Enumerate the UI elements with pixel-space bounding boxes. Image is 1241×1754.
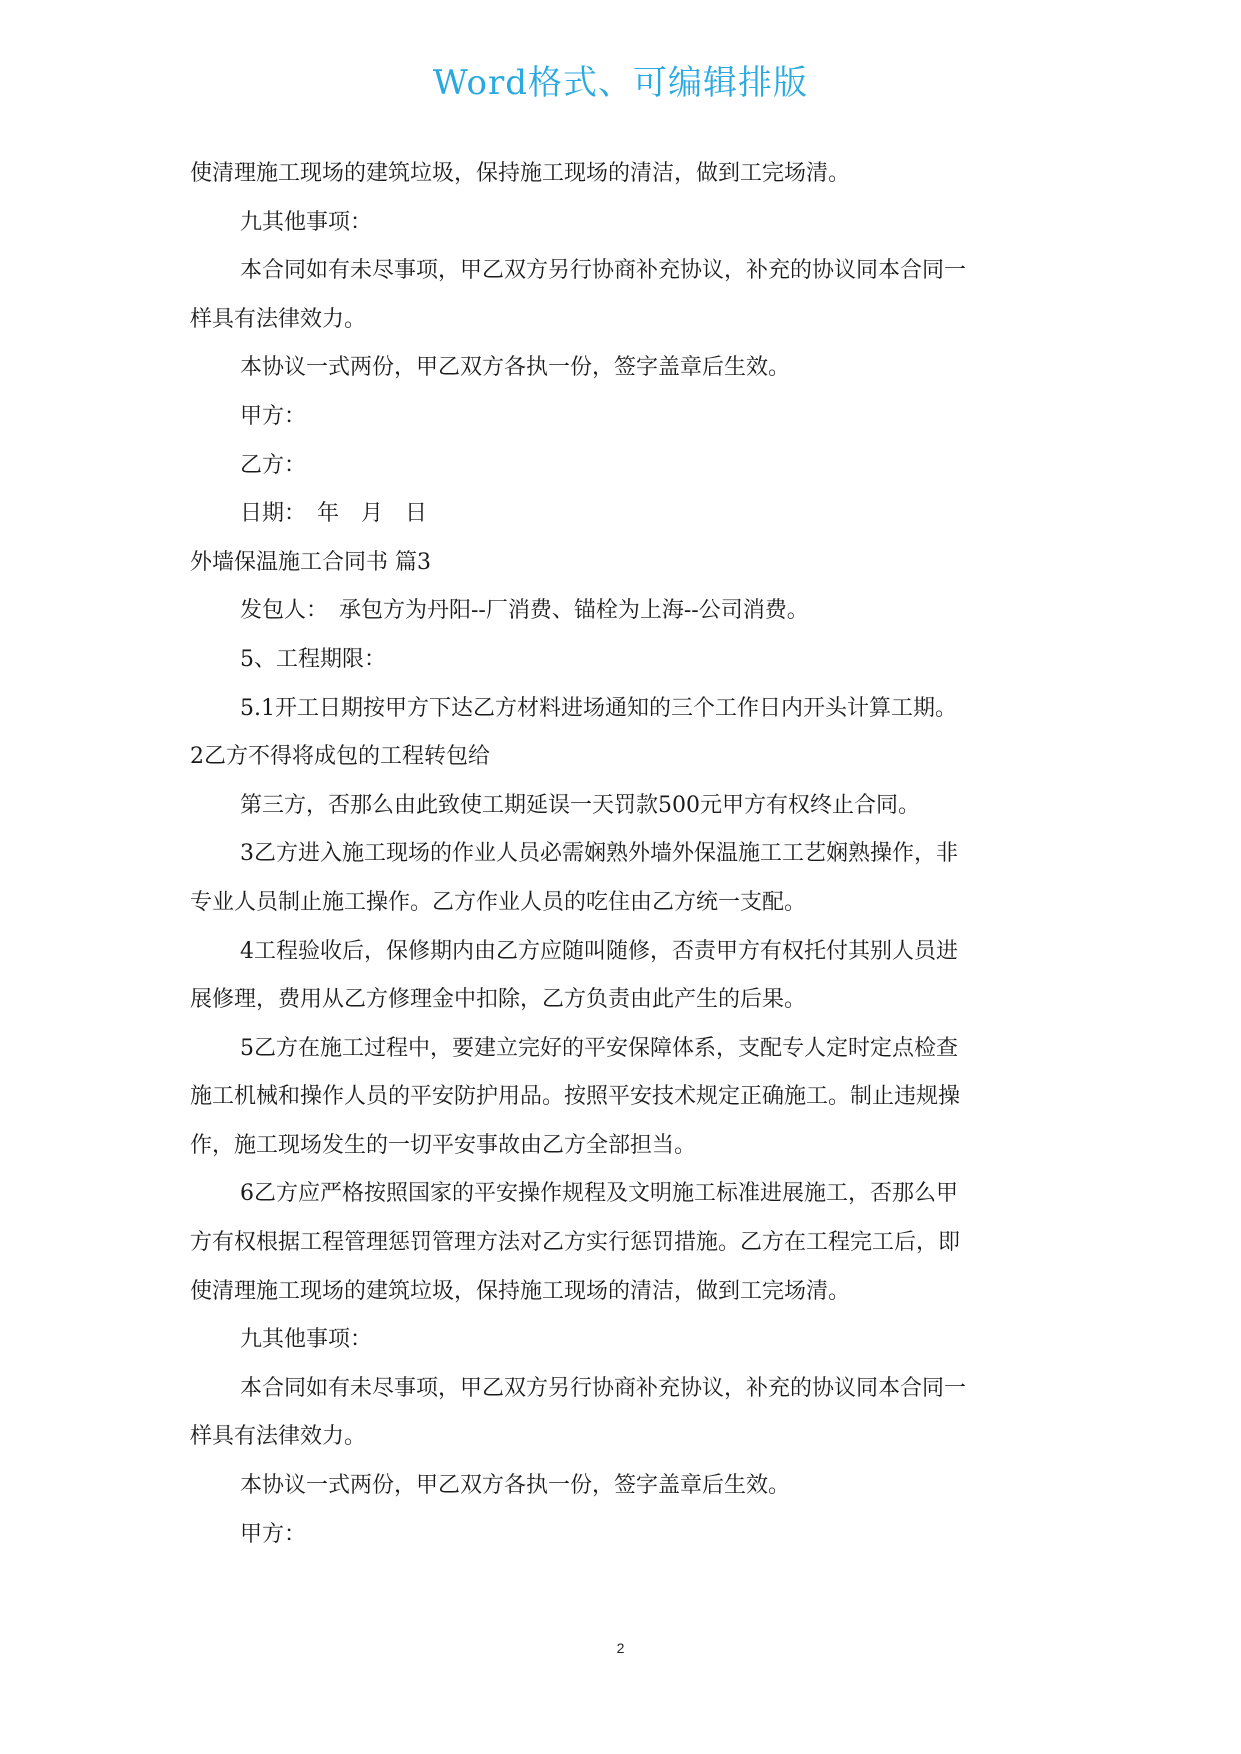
body-line: 方有权根据工程管理惩罚管理方法对乙方实行惩罚措施。乙方在工程完工后，即 <box>190 1230 961 1256</box>
signature-date: 日期： 年 月 日 <box>240 501 428 527</box>
section-heading: 5、工程期限： <box>240 646 386 672</box>
body-line: 专业人员制止施工操作。乙方作业人员的吃住由乙方统一支配。 <box>190 889 807 915</box>
body-line: 本合同如有未尽事项，甲乙双方另行协商补充协议，补充的协议同本合同一 <box>240 258 967 284</box>
body-line: 5乙方在施工过程中，要建立完好的平安保障体系，支配专人定时定点检查 <box>240 1035 958 1061</box>
body-line: 第三方，否那么由此致使工期延误一天罚款500元甲方有权终止合同。 <box>240 792 920 818</box>
section-heading: 九其他事项： <box>240 209 373 235</box>
signature-party-b: 乙方： <box>240 452 307 478</box>
body-line: 样具有法律效力。 <box>190 306 367 332</box>
body-line: 5.1开工日期按甲方下达乙方材料进场通知的三个工作日内开头计算工期。 <box>240 695 957 721</box>
body-line: 使清理施工现场的建筑垃圾，保持施工现场的清洁，做到工完场清。 <box>190 1278 851 1304</box>
signature-party-a: 甲方： <box>240 403 307 429</box>
body-line: 样具有法律效力。 <box>190 1424 367 1450</box>
body-line: 4工程验收后，保修期内由乙方应随叫随修，否责甲方有权托付其别人员进 <box>240 938 958 964</box>
page-header-title: Word格式、可编辑排版 <box>432 63 809 103</box>
body-line: 施工机械和操作人员的平安防护用品。按照平安技术规定正确施工。制止违规操 <box>190 1084 961 1110</box>
body-line: 2乙方不得将成包的工程转包给 <box>190 744 490 770</box>
body-line: 本合同如有未尽事项，甲乙双方另行协商补充协议，补充的协议同本合同一 <box>240 1375 967 1401</box>
signature-party-a: 甲方： <box>240 1521 307 1547</box>
body-line: 发包人： 承包方为丹阳--厂消费、锚栓为上海--公司消费。 <box>240 598 809 624</box>
body-line: 6乙方应严格按照国家的平安操作规程及文明施工标准进展施工，否那么甲 <box>240 1181 958 1207</box>
page-number: 2 <box>616 1640 625 1656</box>
body-line: 本协议一式两份，甲乙双方各执一份，签字盖章后生效。 <box>240 355 791 381</box>
body-line: 使清理施工现场的建筑垃圾，保持施工现场的清洁，做到工完场清。 <box>190 161 851 186</box>
body-line: 3乙方进入施工现场的作业人员必需娴熟外墙外保温施工工艺娴熟操作，非 <box>240 841 958 867</box>
document-body <box>190 150 1062 1559</box>
section-heading: 九其他事项： <box>240 1327 373 1353</box>
section-title: 外墙保温施工合同书 篇3 <box>190 549 431 575</box>
body-line: 本协议一式两份，甲乙双方各执一份，签字盖章后生效。 <box>240 1473 791 1499</box>
body-line: 展修理，费用从乙方修理金中扣除，乙方负责由此产生的后果。 <box>190 987 807 1013</box>
body-line: 作，施工现场发生的一切平安事故由乙方全部担当。 <box>190 1132 697 1158</box>
